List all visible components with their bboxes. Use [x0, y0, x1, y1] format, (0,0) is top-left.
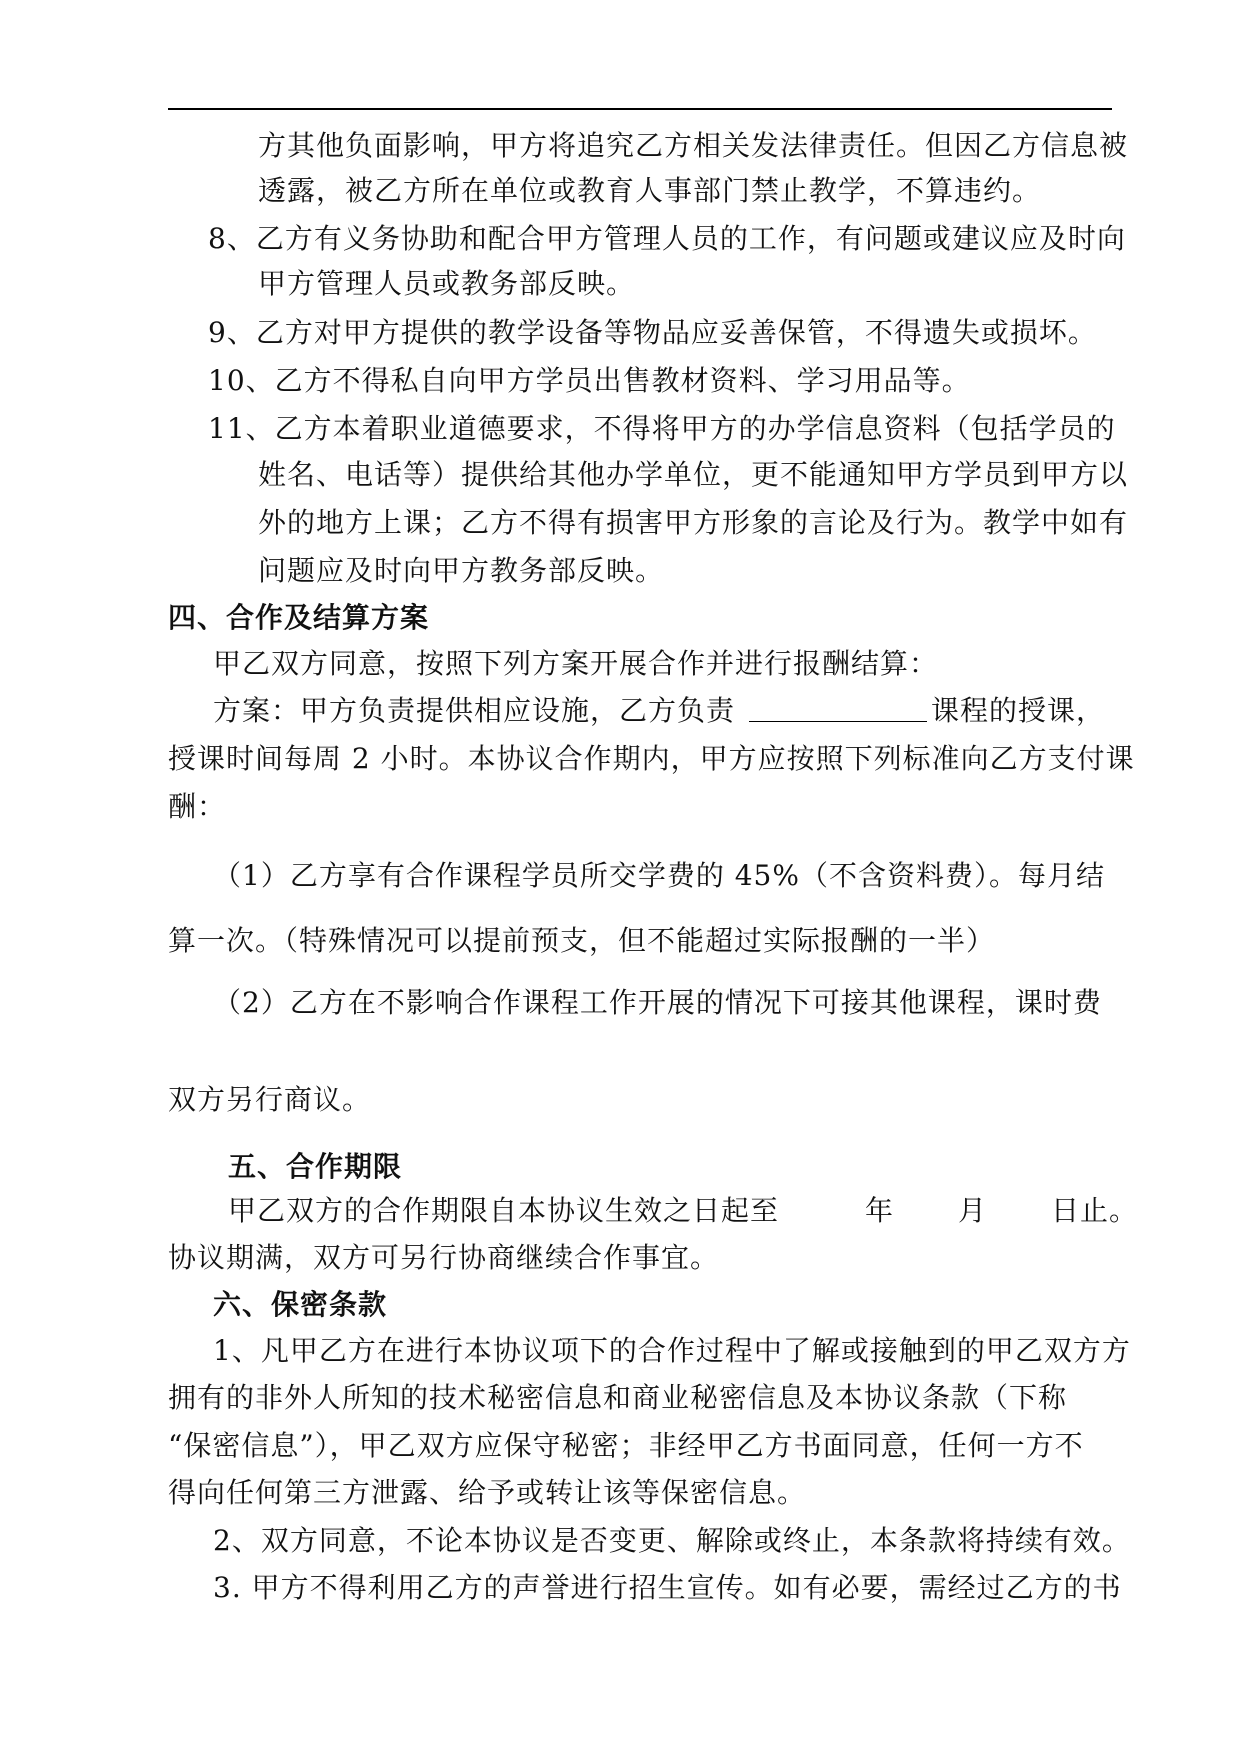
confidentiality-1-line-1: 1、凡甲乙方在进行本协议项下的合作过程中了解或接触到的甲乙双方方 — [213, 1334, 1131, 1367]
clause-11-line-3: 外的地方上课；乙方不得有损害甲方形象的言论及行为。教学中如有 — [258, 506, 1129, 539]
clause-9: 9、乙方对甲方提供的教学设备等物品应妥善保管，不得遗失或损坏。 — [208, 316, 1097, 349]
plan-line-3: 酬： — [168, 790, 227, 823]
clause-7-continued-line-1: 方其他负面影响，甲方将追究乙方相关发法律责任。但因乙方信息被 — [258, 129, 1129, 162]
term-day-label: 日止。 — [1051, 1194, 1139, 1227]
confidentiality-1-line-4: 得向任何第三方泄露、给予或转让该等保密信息。 — [168, 1476, 807, 1509]
term-text-start: 甲乙双方的合作期限自本协议生效之日起至 — [228, 1194, 780, 1227]
term-year-label: 年 — [865, 1194, 895, 1227]
clause-10: 10、乙方不得私自向甲方学员出售教材资料、学习用品等。 — [208, 364, 971, 397]
clause-8-line-2: 甲方管理人员或教务部反映。 — [258, 267, 636, 300]
section-5-heading: 五、合作期限 — [228, 1150, 403, 1183]
confidentiality-1-line-2: 拥有的非外人所知的技术秘密信息和商业秘密信息及本协议条款（下称 — [168, 1381, 1068, 1414]
payment-term-1-line-2: 算一次。（特殊情况可以提前预支，但不能超过实际报酬的一半） — [168, 924, 996, 957]
section-4-intro: 甲乙双方同意，按照下列方案开展合作并进行报酬结算： — [213, 647, 939, 680]
section-6-heading: 六、保密条款 — [213, 1288, 388, 1321]
header-rule — [168, 108, 1112, 110]
clause-11-line-2: 姓名、电话等）提供给其他办学单位，更不能通知甲方学员到甲方以 — [258, 458, 1129, 491]
course-name-blank[interactable] — [749, 695, 927, 722]
clause-11-line-4: 问题应及时向甲方教务部反映。 — [258, 554, 665, 587]
plan-text-start: 方案：甲方负责提供相应设施，乙方负责 — [213, 694, 736, 727]
confidentiality-2: 2、双方同意，不论本协议是否变更、解除或终止，本条款将持续有效。 — [213, 1524, 1131, 1557]
plan-text-end: 课程的授课， — [931, 694, 1106, 727]
confidentiality-1-line-3: “保密信息”），甲乙双方应保守秘密；非经甲乙方书面同意，任何一方不 — [168, 1429, 1084, 1462]
plan-line — [213, 693, 1105, 729]
clause-8-line-1: 8、乙方有义务协助和配合甲方管理人员的工作，有问题或建议应及时向 — [208, 222, 1126, 255]
payment-term-1-line-1: （1）乙方享有合作课程学员所交学费的 45%（不含资料费）。每月结 — [213, 859, 1105, 892]
clause-7-continued-line-2: 透露，被乙方所在单位或教育人事部门禁止教学，不算违约。 — [258, 174, 1042, 207]
clause-11-line-1: 11、乙方本着职业道德要求，不得将甲方的办学信息资料（包括学员的 — [208, 412, 1116, 445]
confidentiality-3-line-1: 3. 甲方不得利用乙方的声誉进行招生宣传。如有必要，需经过乙方的书 — [213, 1571, 1122, 1604]
term-line — [228, 1193, 1138, 1229]
term-month-label: 月 — [958, 1194, 988, 1227]
payment-term-2-line-2: 双方另行商议。 — [168, 1083, 372, 1116]
section-4-heading: 四、合作及结算方案 — [168, 601, 430, 634]
payment-term-2-line-1: （2）乙方在不影响合作课程工作开展的情况下可接其他课程，课时费 — [213, 986, 1102, 1019]
term-line-2: 协议期满，双方可另行协商继续合作事宜。 — [168, 1241, 720, 1274]
plan-line-2: 授课时间每周 2 小时。本协议合作期内，甲方应按照下列标准向乙方支付课 — [168, 742, 1135, 775]
